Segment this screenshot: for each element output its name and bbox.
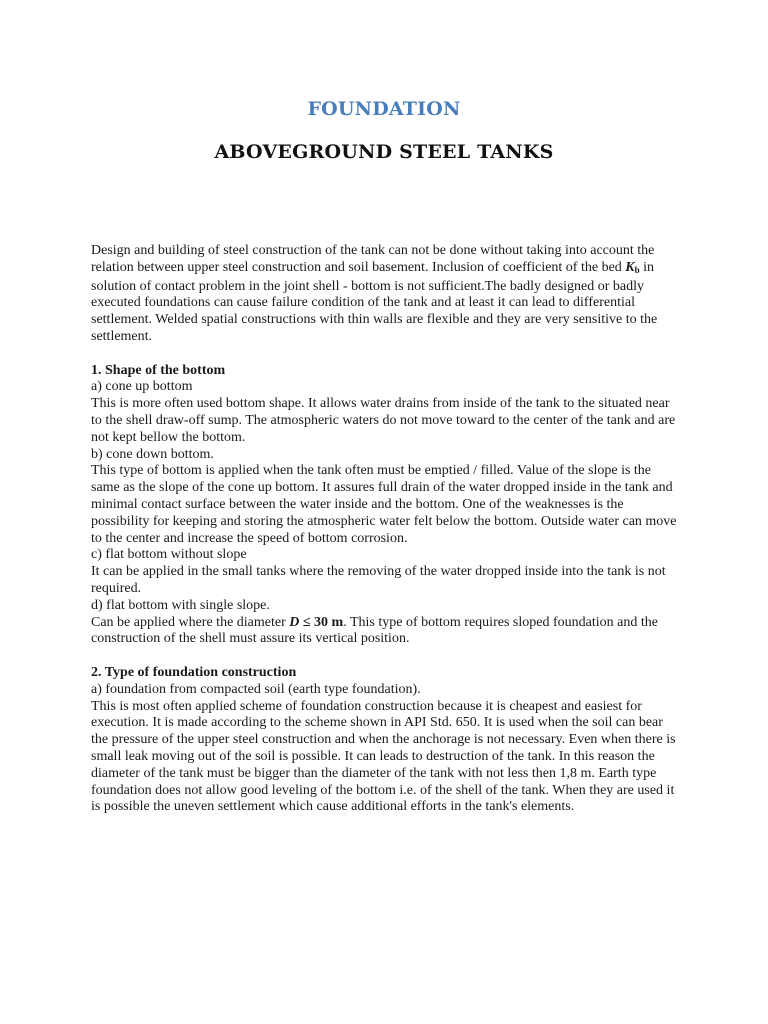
- diameter-condition: ≤ 30 m: [299, 614, 344, 630]
- section1-heading: 1. Shape of the bottom: [91, 362, 226, 378]
- section2-a-label: a) foundation from compacted soil (earth type foundation).: [91, 681, 421, 697]
- section1-c-text: It can be applied in the small tanks where the removing of the water dropped inside into the tank is not required.: [91, 564, 666, 596]
- section1-d-text-post: . This type of bottom requires sloped foundation and the construction of the shell must assure its vertical position.: [91, 614, 658, 647]
- paragraph-spacer: [91, 648, 681, 665]
- section1-a-text: This is more often used bottom shape. It allows water drains from inside of the tank to the situated near to the shell draw-off sump. The atmospheric waters do not move toward to the center of the tank and are not kept bellow the bottom.: [91, 396, 676, 445]
- section1-a-label: a) cone up bottom: [91, 379, 193, 395]
- document-subtitle: ABOVEGROUND STEEL TANKS: [214, 141, 554, 163]
- section1-c-label: c) flat bottom without slope: [91, 547, 247, 563]
- intro-text-part1: Design and building of steel construction of the tank can not be done without taking into account the relation between upper steel construction and soil basement. Inclusion of coefficient of the bed: [91, 243, 655, 275]
- section1-d-label: d) flat bottom with single slope.: [91, 597, 270, 613]
- intro-paragraph: [91, 243, 681, 346]
- paragraph-spacer: [91, 346, 681, 363]
- section2-a-text: This is most often applied scheme of foundation construction because it is cheapest and easiest for execution. It is made according to the scheme shown in API Std. 650. It is used when the soil can bear the pressure of the upper steel construction and when the anchorage is not necessary. Even when there is small leak moving out of the soil is possible. It can leads to destruction of the tank. In this reason the diameter of the tank must be bigger than the diameter of the tank with not less then 1,8 m. Earth type foundation does not allow good leveling of the bottom i.e. of the shell of the tank. When they are used it is possible the uneven settlement which cause additional efforts in the tank's elements.: [91, 698, 676, 815]
- bed-coefficient-symbol: K: [625, 259, 635, 275]
- document-body: [91, 243, 681, 816]
- document-title: FOUNDATION: [307, 98, 461, 120]
- diameter-symbol: D: [289, 614, 300, 630]
- section1-d-text-pre: Can be applied where the diameter: [91, 614, 290, 630]
- section1-b-label: b) cone down bottom.: [91, 446, 214, 462]
- section1-b-text: This type of bottom is applied when the tank often must be emptied / filled. Value of the slope is the same as the slope of the cone up bottom. It assures full drain of the water dropped inside in the tank and minimal contact surface between the water inside and the bottom. One of the weaknesses is the possibility for keeping and storing the atmospheric water felt below the bottom. Outside water can move to the center and increase the speed of bottom corrosion.: [91, 463, 677, 546]
- section1-d-text: [91, 615, 681, 649]
- bed-coefficient-subscript: b: [634, 264, 640, 275]
- intro-text-part2: in solution of contact problem in the joint shell - bottom is not sufficient.The badly designed or badly executed foundations can cause failure condition of the tank and at least it can lead to differential settlement. Welded spatial constructions with thin walls are flexible and they are very sensitive to the settlement.: [91, 259, 658, 344]
- section2-heading: 2. Type of foundation construction: [91, 664, 297, 680]
